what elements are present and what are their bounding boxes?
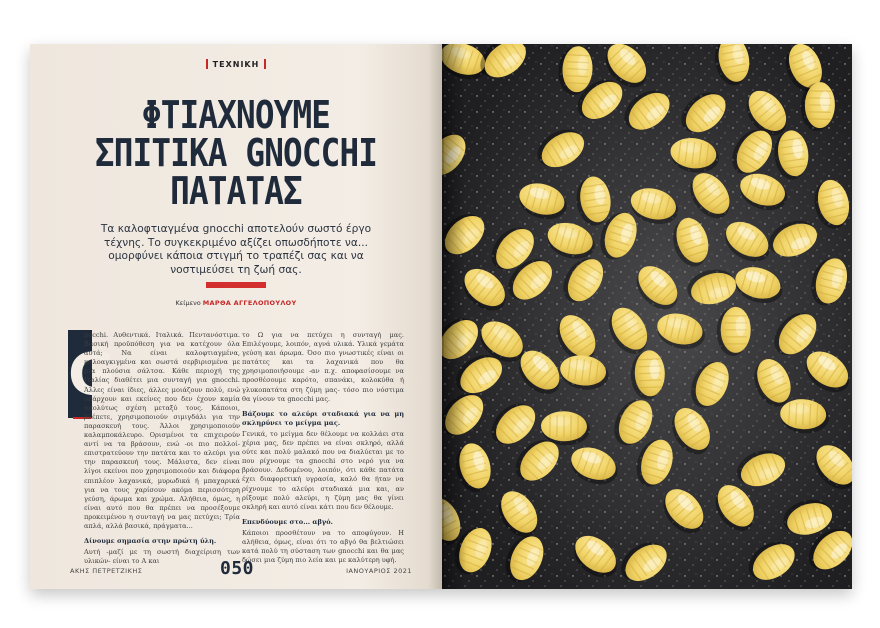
body-column-1 (84, 331, 240, 572)
byline (30, 299, 442, 307)
folio-author: ΑΚΗΣ ΠΕΤΡΕΤΖΙΚΗΣ (70, 567, 143, 575)
section-tag (30, 59, 442, 69)
body-paragraph: Κάποιοι προσθέτουν να το αποφύγουν. Η αλήθεια, όμως, είναι ότι το αβγό θα βελτιώσει κατά πολύ τη σύσταση των gnocchi και θα μας δώσει μια ζύμη πιο λεία και με καλύτερη υφή. (242, 528, 404, 565)
magazine-spread (30, 44, 852, 589)
body-paragraph: Αυτή -μαζί με τη σωστή διαχείριση των υλικών- είναι το Α και (84, 548, 240, 566)
page-gutter-shadow (442, 44, 466, 589)
right-page (442, 44, 852, 589)
drop-cap: G (68, 330, 92, 418)
body-subheading: Επενδύουμε στο... αβγό. (242, 517, 333, 526)
lead-paragraph: Τα καλοφτιαγμένα gnocchi αποτελούν σωστό έργο τέχνης. Το συγκεκριμένο αξίζει οπωσδήποτε να... ομορφύνει κάποια στιγμή το τραπέζι σας και να νοστιμεύσει τη ζωή σας. (100, 223, 372, 276)
headline-line-3: ΠΑΤΑΤΑΣ (170, 169, 302, 213)
headline (70, 93, 402, 213)
gutter-shadow (428, 44, 444, 589)
body-paragraph: το Ω για να πετύχει η συνταγή μας. Επιλέγουμε, λοιπόν, αγνά υλικά. Υλικά γεμάτα γεύση και άρωμα. Όσο πιο γνωστικές είναι οι πατάτες και τα λαχανικά που θα χρησιμοποιήσουμε -αν π.χ. αποφασίσουμε να προσθέσουμε καρότο, σπανάκι, κολοκύθα ή γλυκοπατάτα στη ζύμη μας- τόσο πιο νόστιμα θα γίνουν τα gnocchi μας. (242, 331, 404, 403)
headline-line-2: ΣΠΙΤΙΚΑ GNOCCHI (94, 131, 378, 175)
headline-line-1: ΦΤΙΑΧΝΟΥΜΕ (141, 93, 331, 137)
body-subheading: Βάζουμε το αλεύρι σταδιακά για να μη σκληρύνει το μείγμα μας. (242, 409, 404, 427)
red-rule (206, 282, 266, 288)
section-bar-right (264, 59, 266, 69)
left-page (30, 44, 442, 589)
body-subheading: Δίνουμε σημασία στην πρώτη ύλη. (84, 537, 217, 546)
gnocchi-photo (442, 44, 852, 589)
body-paragraph: nocchi. Αυθεντικά. Ιταλικά. Πεντανόστιμα. Βασική προϋπόθεση για να κατέχουν όλα αυτά; Να είναι καλοφτιαγμένα, καλοαγκιγμένα και σωστά σερβιρισμένα με μια πλούσια σάλτσα. Κάθε περιοχή της Ιταλίας διαθέτει μια συνταγή για gnocchi. Άλλες είναι ίδιες, άλλες μοιάζουν πολύ, ενώ υπάρχουν και εκείνες που δεν έχουν καμία απολύτως σχέση μεταξύ τους. Κάποιοι, βλέπετε, χρησιμοποιούν σιμιγδάλι για την παρασκευή τους. Άλλοι χρησιμοποιούν καλαμποκάλευρο. Ορισμένοι τα επιχειρούν αντί να τα βράσουν, ενώ -οι πιο πολλοί- επιστρατεύουν την πατάτα και το αλεύρι για την παρασκευή τους. Μάλιστα, δεν είναι λίγοι εκείνοι που χρησιμοποιούν και διάφορα επιπλέον λαχανικά, μυρωδικά ή μπαχαρικά για να τους χαρίσουν ακόμα περισσότερη γεύση, άρωμα και χρώμα. Αλήθεια, όμως, η είναι αυτό που θα πρέπει να προσέξουμε προκειμένου η συνταγή να μας πετύχει; Τρία απλά, αλλά βασικά, πράγματα... (84, 331, 240, 530)
folio-date: ΙΑΝΟΥΑΡΙΟΣ 2021 (346, 567, 412, 575)
section-label: ΤΕΧΝΙΚΗ (212, 60, 260, 69)
byline-author: ΜΑΡΘΑ ΑΓΓΕΛΟΠΟΥΛΟΥ (202, 299, 297, 307)
body-paragraph: Γενικά, το μείγμα δεν θέλουμε να κολλάει στα χέρια μας, δεν πρέπει να είναι σκληρό, αλλά ούτε και πολύ μαλακό που να διαλύεται με το που ρίχνουμε τα gnocchi στο νερό για να βράσουν. Δεδομένου, λοιπόν, ότι κάθε πατάτα έχει διαφορετική υγρασία, καλό θα ήταν να ρίχνουμε το αλεύρι σταδιακά μια και, αν ρίξουμε πολύ αλεύρι, η ζύμη μας θα γίνει σκληρή και αυτό είναι κάτι που δεν θέλουμε. (242, 429, 404, 511)
section-bar-left (206, 59, 208, 69)
body-column-2 (242, 331, 404, 571)
page-number: 050 (220, 558, 255, 579)
byline-prefix: Κείμενο (175, 299, 201, 307)
